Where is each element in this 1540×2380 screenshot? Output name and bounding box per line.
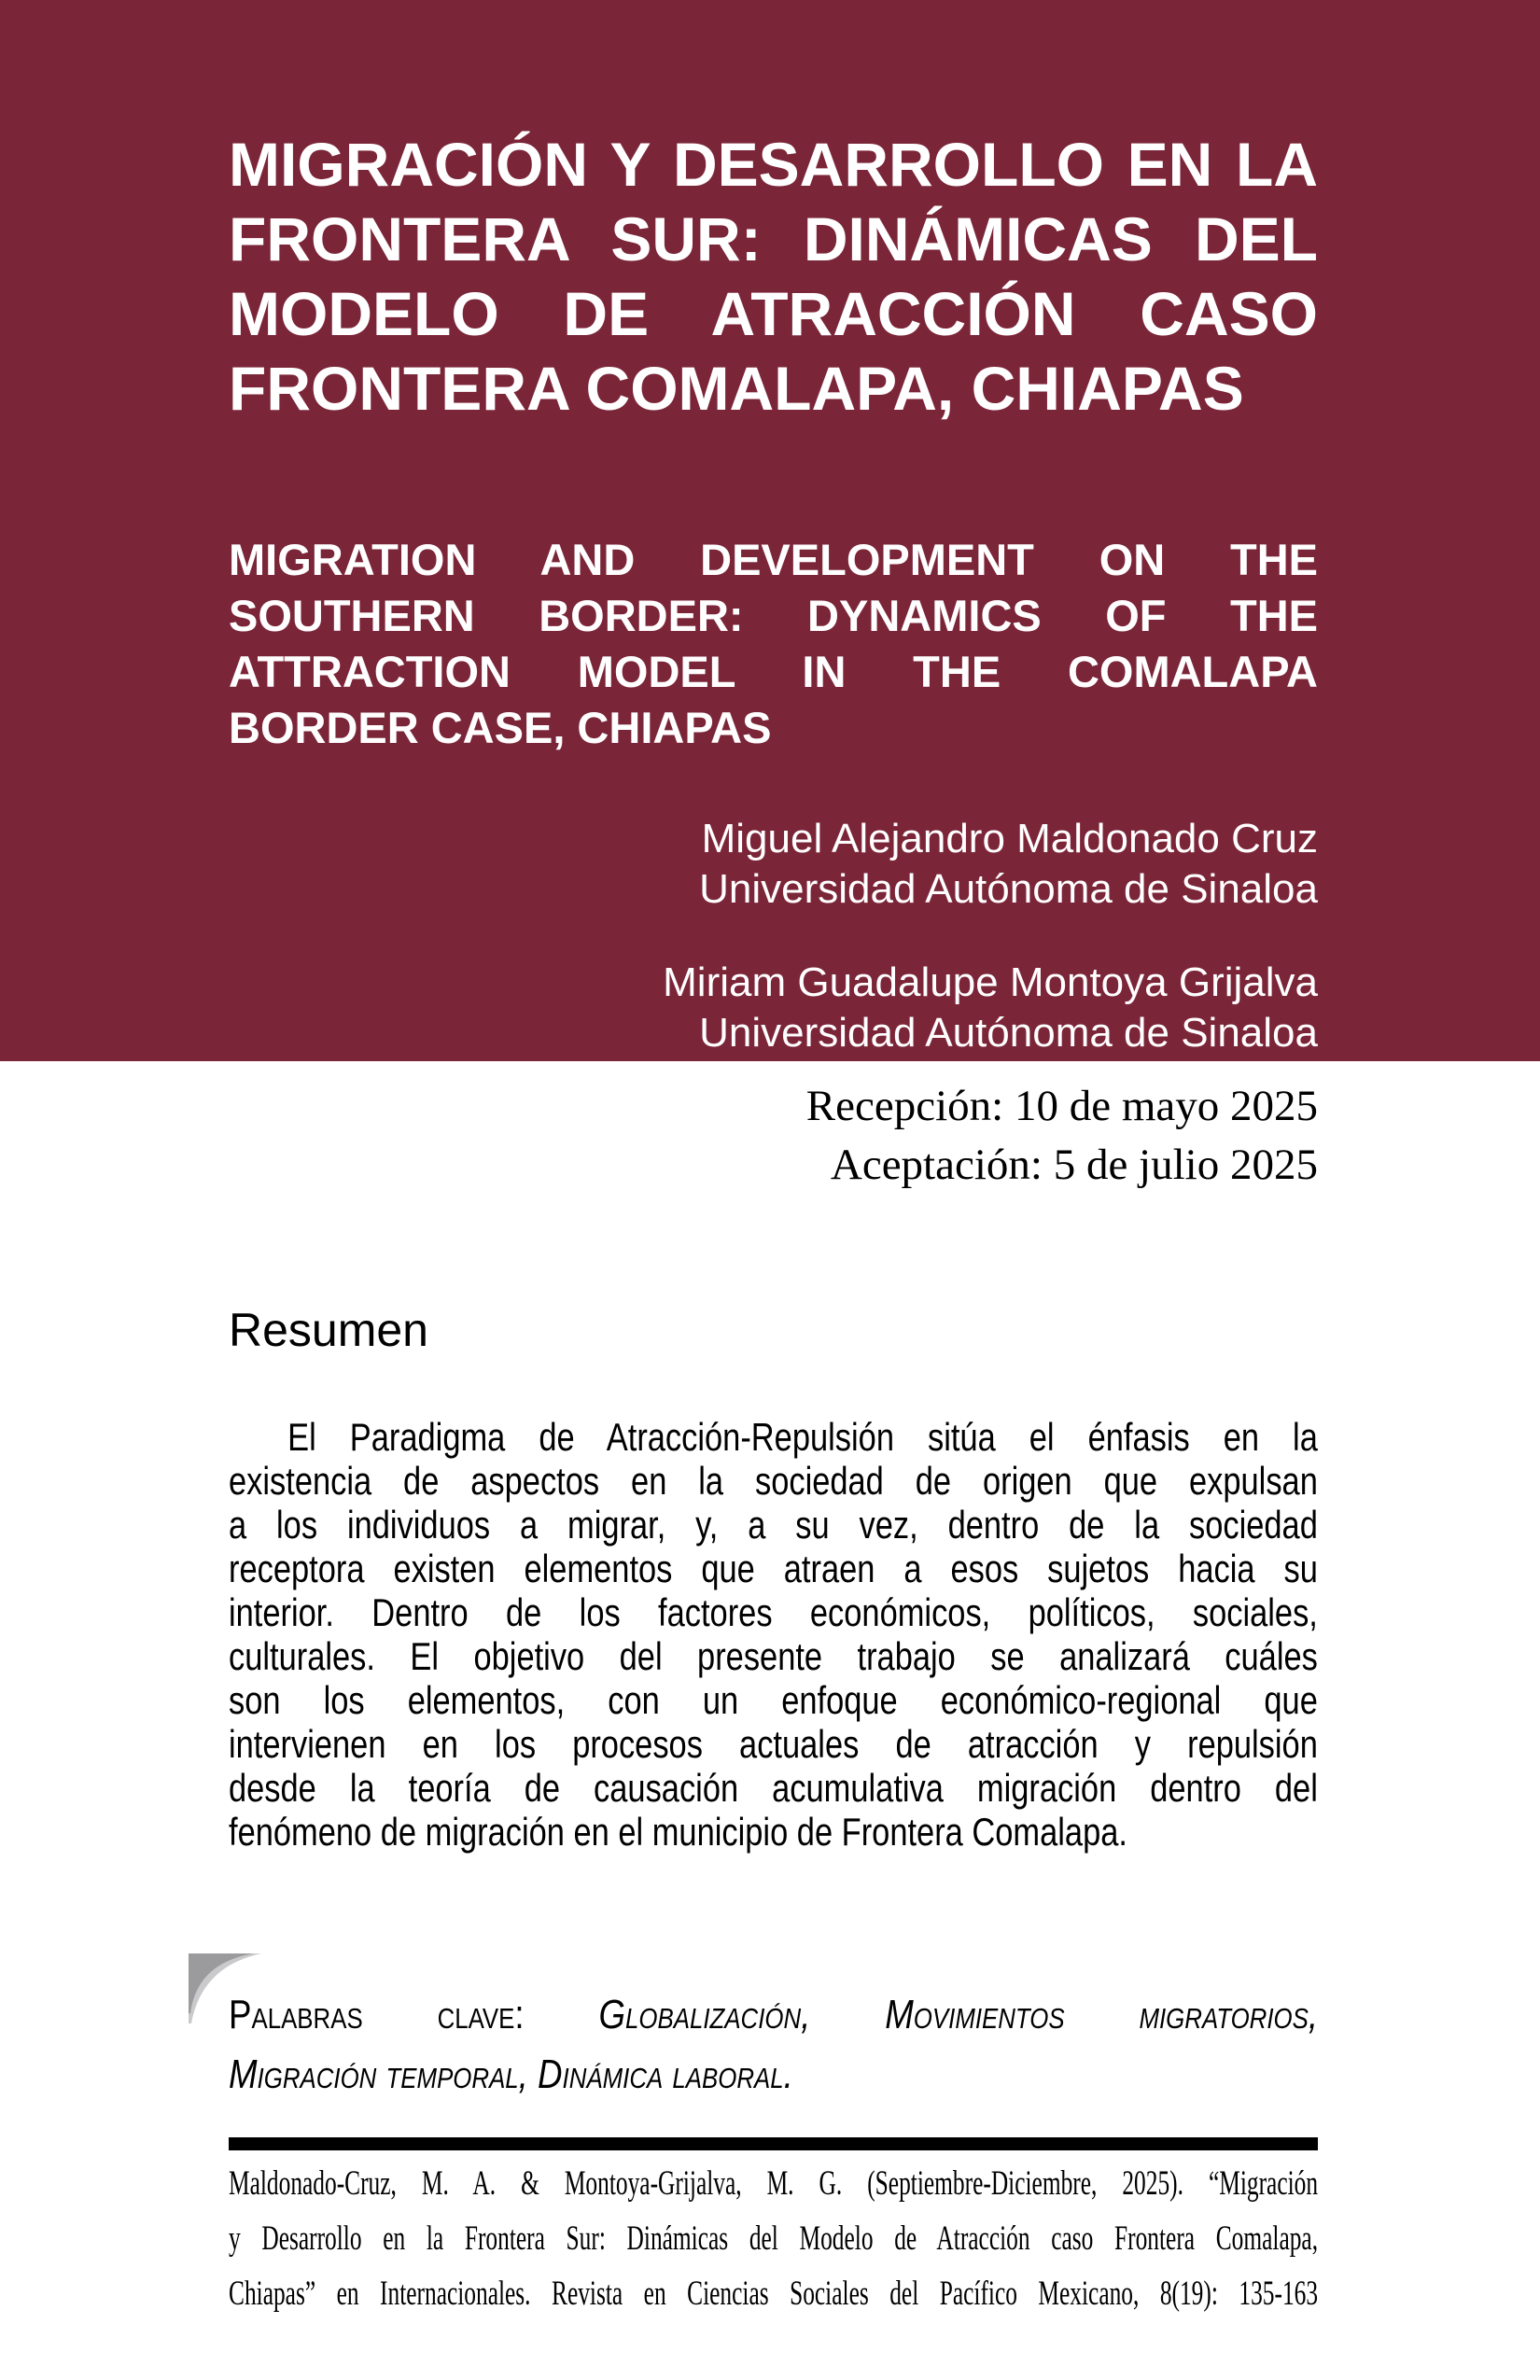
citation-line: Chiapas” en Internacionales. Revista en Ciencias Sociales del Pacífico Mexicano, 8(19): 135-163 <box>229 2275 1319 2313</box>
citation-line: y Desarrollo en la Frontera Sur: Dinámicas del Modelo de Atracción caso Frontera Comalapa, <box>229 2219 1319 2258</box>
abstract-line: receptora existen elementos que atraen a esos sujetos hacia su <box>229 1547 1318 1590</box>
abstract-line: El Paradigma de Atracción-Repulsión sitúa el énfasis en la <box>287 1415 1318 1459</box>
reception-date: Recepción: 10 de mayo 2025 <box>805 1082 1318 1130</box>
spanish-title <box>229 127 1318 426</box>
author-name: Miriam Guadalupe Montoya Grijalva <box>663 959 1318 1005</box>
english-title-line: ATTRACTION MODEL IN THE COMALAPA <box>229 647 1318 696</box>
abstract-line: culturales. El objetivo del presente trabajo se analizará cuáles <box>229 1634 1318 1678</box>
abstract-line: interior. Dentro de los factores económicos, políticos, sociales, <box>229 1590 1318 1634</box>
abstract-heading: Resumen <box>229 1304 428 1356</box>
abstract-line: desde la teoría de causación acumulativa migración dentro del <box>229 1766 1318 1810</box>
author-entry <box>229 958 1318 1058</box>
divider-rule <box>229 2137 1318 2150</box>
english-title <box>229 532 1318 756</box>
spanish-title-line: MIGRACIÓN Y DESARROLLO EN LA <box>229 130 1318 199</box>
keywords-block <box>229 1985 1318 2105</box>
abstract-line: a los individuos a migrar, y, a su vez, dentro de la sociedad <box>229 1503 1318 1547</box>
abstract-paragraph <box>229 1415 1318 1854</box>
citation-line: Maldonado-Cruz, M. A. & Montoya-Grijalva, M. G. (Septiembre-Diciembre, 2025). “Migración <box>229 2164 1319 2203</box>
author-name: Miguel Alejandro Maldonado Cruz <box>701 816 1318 861</box>
submission-dates <box>229 1077 1318 1195</box>
keywords-label: Palabras clave: <box>229 1992 525 2037</box>
keywords-list-part1: Globalización, Movimientos migratorios, <box>598 1992 1319 2037</box>
authors-block <box>229 814 1318 1058</box>
acceptance-date: Aceptación: 5 de julio 2025 <box>830 1141 1318 1189</box>
author-affiliation: Universidad Autónoma de Sinaloa <box>699 866 1318 912</box>
citation-footer <box>229 2156 1318 2321</box>
abstract-line: intervienen en los procesos actuales de atracción y repulsión <box>229 1722 1318 1766</box>
keywords-line <box>229 1985 1318 2045</box>
spanish-title-line: FRONTERA COMALAPA, CHIAPAS <box>229 354 1244 423</box>
spanish-title-line: MODELO DE ATRACCIÓN CASO <box>229 279 1318 348</box>
abstract-line: fenómeno de migración en el municipio de Frontera Comalapa. <box>229 1810 1127 1854</box>
english-title-line: BORDER CASE, CHIAPAS <box>229 703 772 752</box>
abstract-line: son los elementos, con un enfoque económico-regional que <box>229 1678 1318 1722</box>
abstract-line: existencia de aspectos en la sociedad de origen que expulsan <box>229 1459 1318 1503</box>
author-entry <box>229 814 1318 915</box>
english-title-line: MIGRATION AND DEVELOPMENT ON THE <box>229 535 1318 584</box>
english-title-line: SOUTHERN BORDER: DYNAMICS OF THE <box>229 591 1318 640</box>
keywords-list-part2: Migración temporal, Dinámica laboral. <box>229 2051 793 2097</box>
spanish-title-line: FRONTERA SUR: DINÁMICAS DEL <box>229 204 1318 273</box>
author-affiliation: Universidad Autónoma de Sinaloa <box>699 1010 1318 1056</box>
